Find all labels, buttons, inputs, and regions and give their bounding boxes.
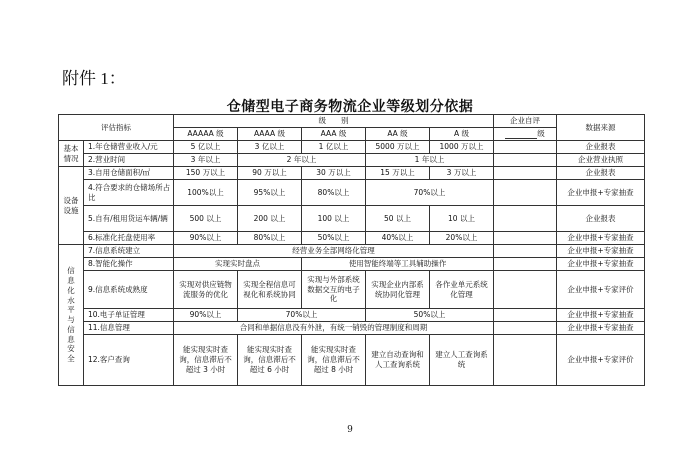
value-cell: 2 年以上 (238, 154, 366, 167)
table-row (59, 335, 645, 386)
source-cell: 企业申报+专家抽查 (557, 232, 645, 245)
table-row (59, 141, 645, 154)
value-cell: 1000 万以上 (430, 141, 494, 154)
self-eval-cell (494, 180, 557, 206)
self-eval-cell (494, 141, 557, 154)
value-cell: 能实现实时查询，信息滞后不超过 3 小时 (174, 335, 238, 386)
indicator-name: 6.标准化托盘使用率 (84, 232, 174, 245)
value-cell: 实现企业内部系统协同化管理 (366, 271, 430, 309)
document-title: 仓储型电子商务物流企业等级划分依据 (226, 99, 474, 115)
value-cell: 1 亿以上 (302, 141, 366, 154)
indicator-name: 9.信息系统成熟度 (84, 271, 174, 309)
table-row (59, 322, 645, 335)
value-cell: 经营业务全部网络化管理 (174, 245, 494, 258)
table-row (59, 309, 645, 322)
source-cell: 企业报表 (557, 141, 645, 154)
value-cell: 30 万以上 (302, 167, 366, 180)
grading-table (58, 114, 645, 386)
table-row (59, 206, 645, 232)
value-cell: 实现实时盘点 (174, 258, 302, 271)
indicator-name: 5.自有/租用货运车辆/辆 (84, 206, 174, 232)
header-grade-1a: A 级 (430, 128, 494, 141)
value-cell: 建立自动查询和人工查询系统 (366, 335, 430, 386)
value-cell: 1 年以上 (366, 154, 494, 167)
value-cell: 3 亿以上 (238, 141, 302, 154)
table-row (59, 232, 645, 245)
source-cell: 企业申报+专家评价 (557, 335, 645, 386)
value-cell: 50%以上 (366, 309, 494, 322)
indicator-name: 4.符合要求的仓储场所占比 (84, 180, 174, 206)
value-cell: 能实现实时查询，信息滞后不超过 6 小时 (238, 335, 302, 386)
header-level: 级 别 (174, 115, 494, 128)
value-cell: 20%以上 (430, 232, 494, 245)
value-cell: 5000 万以上 (366, 141, 430, 154)
self-eval-cell (494, 335, 557, 386)
self-eval-cell (494, 258, 557, 271)
source-cell: 企业营业执照 (557, 154, 645, 167)
indicator-name: 1.年仓储营业收入/元 (84, 141, 174, 154)
value-cell: 使用智能终端等工具辅助操作 (302, 258, 494, 271)
self-eval-cell (494, 206, 557, 232)
value-cell: 80%以上 (238, 232, 302, 245)
self-eval-underline (505, 131, 537, 139)
category-info: 信息化水平与信息安全 (59, 245, 84, 386)
source-cell: 企业报表 (557, 206, 645, 232)
self-eval-cell (494, 245, 557, 258)
header-grade-5a: AAAAA 级 (174, 128, 238, 141)
source-cell: 企业申报+专家抽查 (557, 322, 645, 335)
source-cell: 企业申报+专家抽查 (557, 245, 645, 258)
table-row (59, 258, 645, 271)
value-cell: 200 以上 (238, 206, 302, 232)
self-eval-cell (494, 309, 557, 322)
header-grade-2a: AA 级 (366, 128, 430, 141)
value-cell: 40%以上 (366, 232, 430, 245)
value-cell: 500 以上 (174, 206, 238, 232)
source-cell: 企业申报+专家抽查 (557, 258, 645, 271)
source-cell: 企业申报+专家抽查 (557, 180, 645, 206)
category-basic: 基本情况 (59, 141, 84, 167)
value-cell: 实现对供应链物流服务的优化 (174, 271, 238, 309)
value-cell: 5 亿以上 (174, 141, 238, 154)
indicator-name: 8.智能化操作 (84, 258, 174, 271)
table-row (59, 154, 645, 167)
self-eval-cell (494, 322, 557, 335)
header-indicator: 评估指标 (59, 115, 174, 141)
header-grade-4a: AAAA 级 (238, 128, 302, 141)
self-eval-suffix: 级 (537, 129, 545, 139)
source-cell: 企业申报+专家评价 (557, 271, 645, 309)
value-cell: 80%以上 (302, 180, 366, 206)
value-cell: 70%以上 (238, 309, 366, 322)
value-cell: 3 万以上 (430, 167, 494, 180)
table-row (59, 167, 645, 180)
attachment-label: 附件 1： (62, 69, 126, 88)
self-eval-cell (494, 167, 557, 180)
value-cell: 能实现实时查询，信息滞后不超过 8 小时 (302, 335, 366, 386)
table-row (59, 245, 645, 258)
value-cell: 10 以上 (430, 206, 494, 232)
value-cell: 95%以上 (238, 180, 302, 206)
value-cell: 50 以上 (366, 206, 430, 232)
value-cell: 90%以上 (174, 309, 238, 322)
header-grade-3a: AAA 级 (302, 128, 366, 141)
source-cell: 企业报表 (557, 167, 645, 180)
indicator-name: 11.信息管理 (84, 322, 174, 335)
self-eval-blank (494, 128, 557, 141)
self-eval-cell (494, 232, 557, 245)
header-row-top (59, 115, 645, 128)
category-facility: 设备设施 (59, 167, 84, 245)
value-cell: 70%以上 (366, 180, 494, 206)
self-eval-cell (494, 154, 557, 167)
value-cell: 150 万以上 (174, 167, 238, 180)
value-cell: 合同和单据信息没有外泄，有统一销毁的管理制度和周期 (174, 322, 494, 335)
self-eval-cell (494, 271, 557, 309)
value-cell: 实现与外部系统数据交互的电子化 (302, 271, 366, 309)
indicator-name: 10.电子单证管理 (84, 309, 174, 322)
indicator-name: 3.自用仓储面积/㎡ (84, 167, 174, 180)
value-cell: 各作业单元系统化管理 (430, 271, 494, 309)
table-row (59, 271, 645, 309)
header-source: 数据来源 (557, 115, 645, 141)
indicator-name: 7.信息系统建立 (84, 245, 174, 258)
page-number: 9 (347, 425, 353, 435)
indicator-name: 2.营业时间 (84, 154, 174, 167)
value-cell: 50%以上 (302, 232, 366, 245)
value-cell: 90 万以上 (238, 167, 302, 180)
value-cell: 90%以上 (174, 232, 238, 245)
source-cell: 企业申报+专家抽查 (557, 309, 645, 322)
value-cell: 100 以上 (302, 206, 366, 232)
value-cell: 实现全程信息可视化和系统协同 (238, 271, 302, 309)
value-cell: 3 年以上 (174, 154, 238, 167)
value-cell: 建立人工查询系统 (430, 335, 494, 386)
table-row (59, 180, 645, 206)
value-cell: 100%以上 (174, 180, 238, 206)
indicator-name: 12.客户查询 (84, 335, 174, 386)
value-cell: 15 万以上 (366, 167, 430, 180)
header-self-eval: 企业自评 (494, 115, 557, 128)
